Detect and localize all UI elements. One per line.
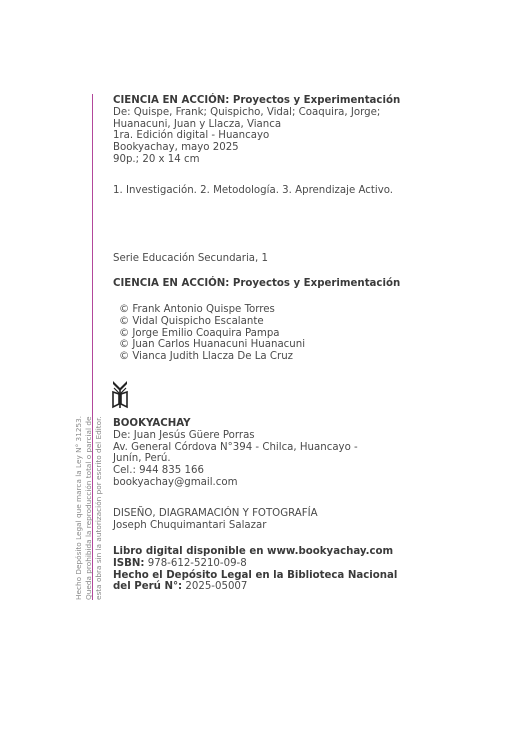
catalog-title: CIENCIA EN ACCIÓN: Proyectos y Experimentación <box>113 95 401 106</box>
series-text: Serie Educación Secundaria, 1 <box>113 253 269 264</box>
copyright-item: © Juan Carlos Huanacuni Huanacuni <box>119 339 306 351</box>
copyright-item: © Frank Antonio Quispe Torres <box>119 304 275 315</box>
legal-side-note <box>74 416 104 600</box>
catalog-line: Huanacuni, Juan y Llacza, Vianca <box>113 118 282 130</box>
copyright-item: © Vidal Quispicho Escalante <box>119 315 264 327</box>
catalog-line: 90p.; 20 x 14 cm <box>113 153 200 165</box>
availability-text: Libro digital disponible en www.bookyachay.com <box>113 546 394 557</box>
deposit-value: 2025-05007 <box>182 581 248 593</box>
deposit-label-2: del Perú N°: <box>113 581 183 593</box>
designer-name: Joseph Chuquimantari Salazar <box>113 519 267 531</box>
catalog-record <box>113 95 400 166</box>
publisher-email: bookyachay@gmail.com <box>113 476 238 488</box>
publisher-line: Junín, Perú. <box>113 453 171 465</box>
publisher-info <box>113 418 358 489</box>
book-title: CIENCIA EN ACCIÓN: Proyectos y Experimentación <box>113 278 401 289</box>
isbn-label: ISBN: <box>113 557 145 569</box>
subject-headings <box>113 185 393 197</box>
publisher-line: Av. General Córdova N°394 - Chilca, Huancayo - <box>113 441 358 453</box>
catalog-line: Bookyachay, mayo 2025 <box>113 142 239 154</box>
isbn-value: 978-612-5210-09-8 <box>144 557 247 569</box>
catalog-line: 1ra. Edición digital - Huancayo <box>113 130 270 142</box>
side-note-line: Hecho Depósito Legal que marca la Ley N° 31253. <box>74 415 83 600</box>
copyright-item: © Vianca Judith Llacza De La Cruz <box>119 351 294 363</box>
design-credits <box>113 508 318 532</box>
publisher-name: BOOKYACHAY <box>113 418 191 429</box>
publisher-line: De: Juan Jesús Güere Porras <box>113 429 255 441</box>
series-info <box>113 253 268 265</box>
side-note-line: esta obra sin la autorización por escrito del Editor. <box>94 416 103 600</box>
book-title-block <box>113 278 400 290</box>
legal-info <box>113 546 397 593</box>
copyright-item: © Jorge Emilio Coaquira Pampa <box>119 327 280 339</box>
deposit-label: Hecho el Depósito Legal en la Biblioteca Nacional <box>113 569 398 581</box>
copyright-list <box>119 304 305 363</box>
catalog-line: De: Quispe, Frank; Quispicho, Vidal; Coaquira, Jorge; <box>113 106 381 118</box>
subjects-text: 1. Investigación. 2. Metodología. 3. Aprendizaje Activo. <box>113 185 394 196</box>
publisher-phone: Cel.: 944 835 166 <box>113 465 204 477</box>
bookyachay-logo-icon <box>111 379 129 409</box>
side-note-line: Queda prohibida la reproducción total o parcial de <box>84 416 93 600</box>
design-heading: DISEÑO, DIAGRAMACIÓN Y FOTOGRAFÍA <box>113 508 318 519</box>
